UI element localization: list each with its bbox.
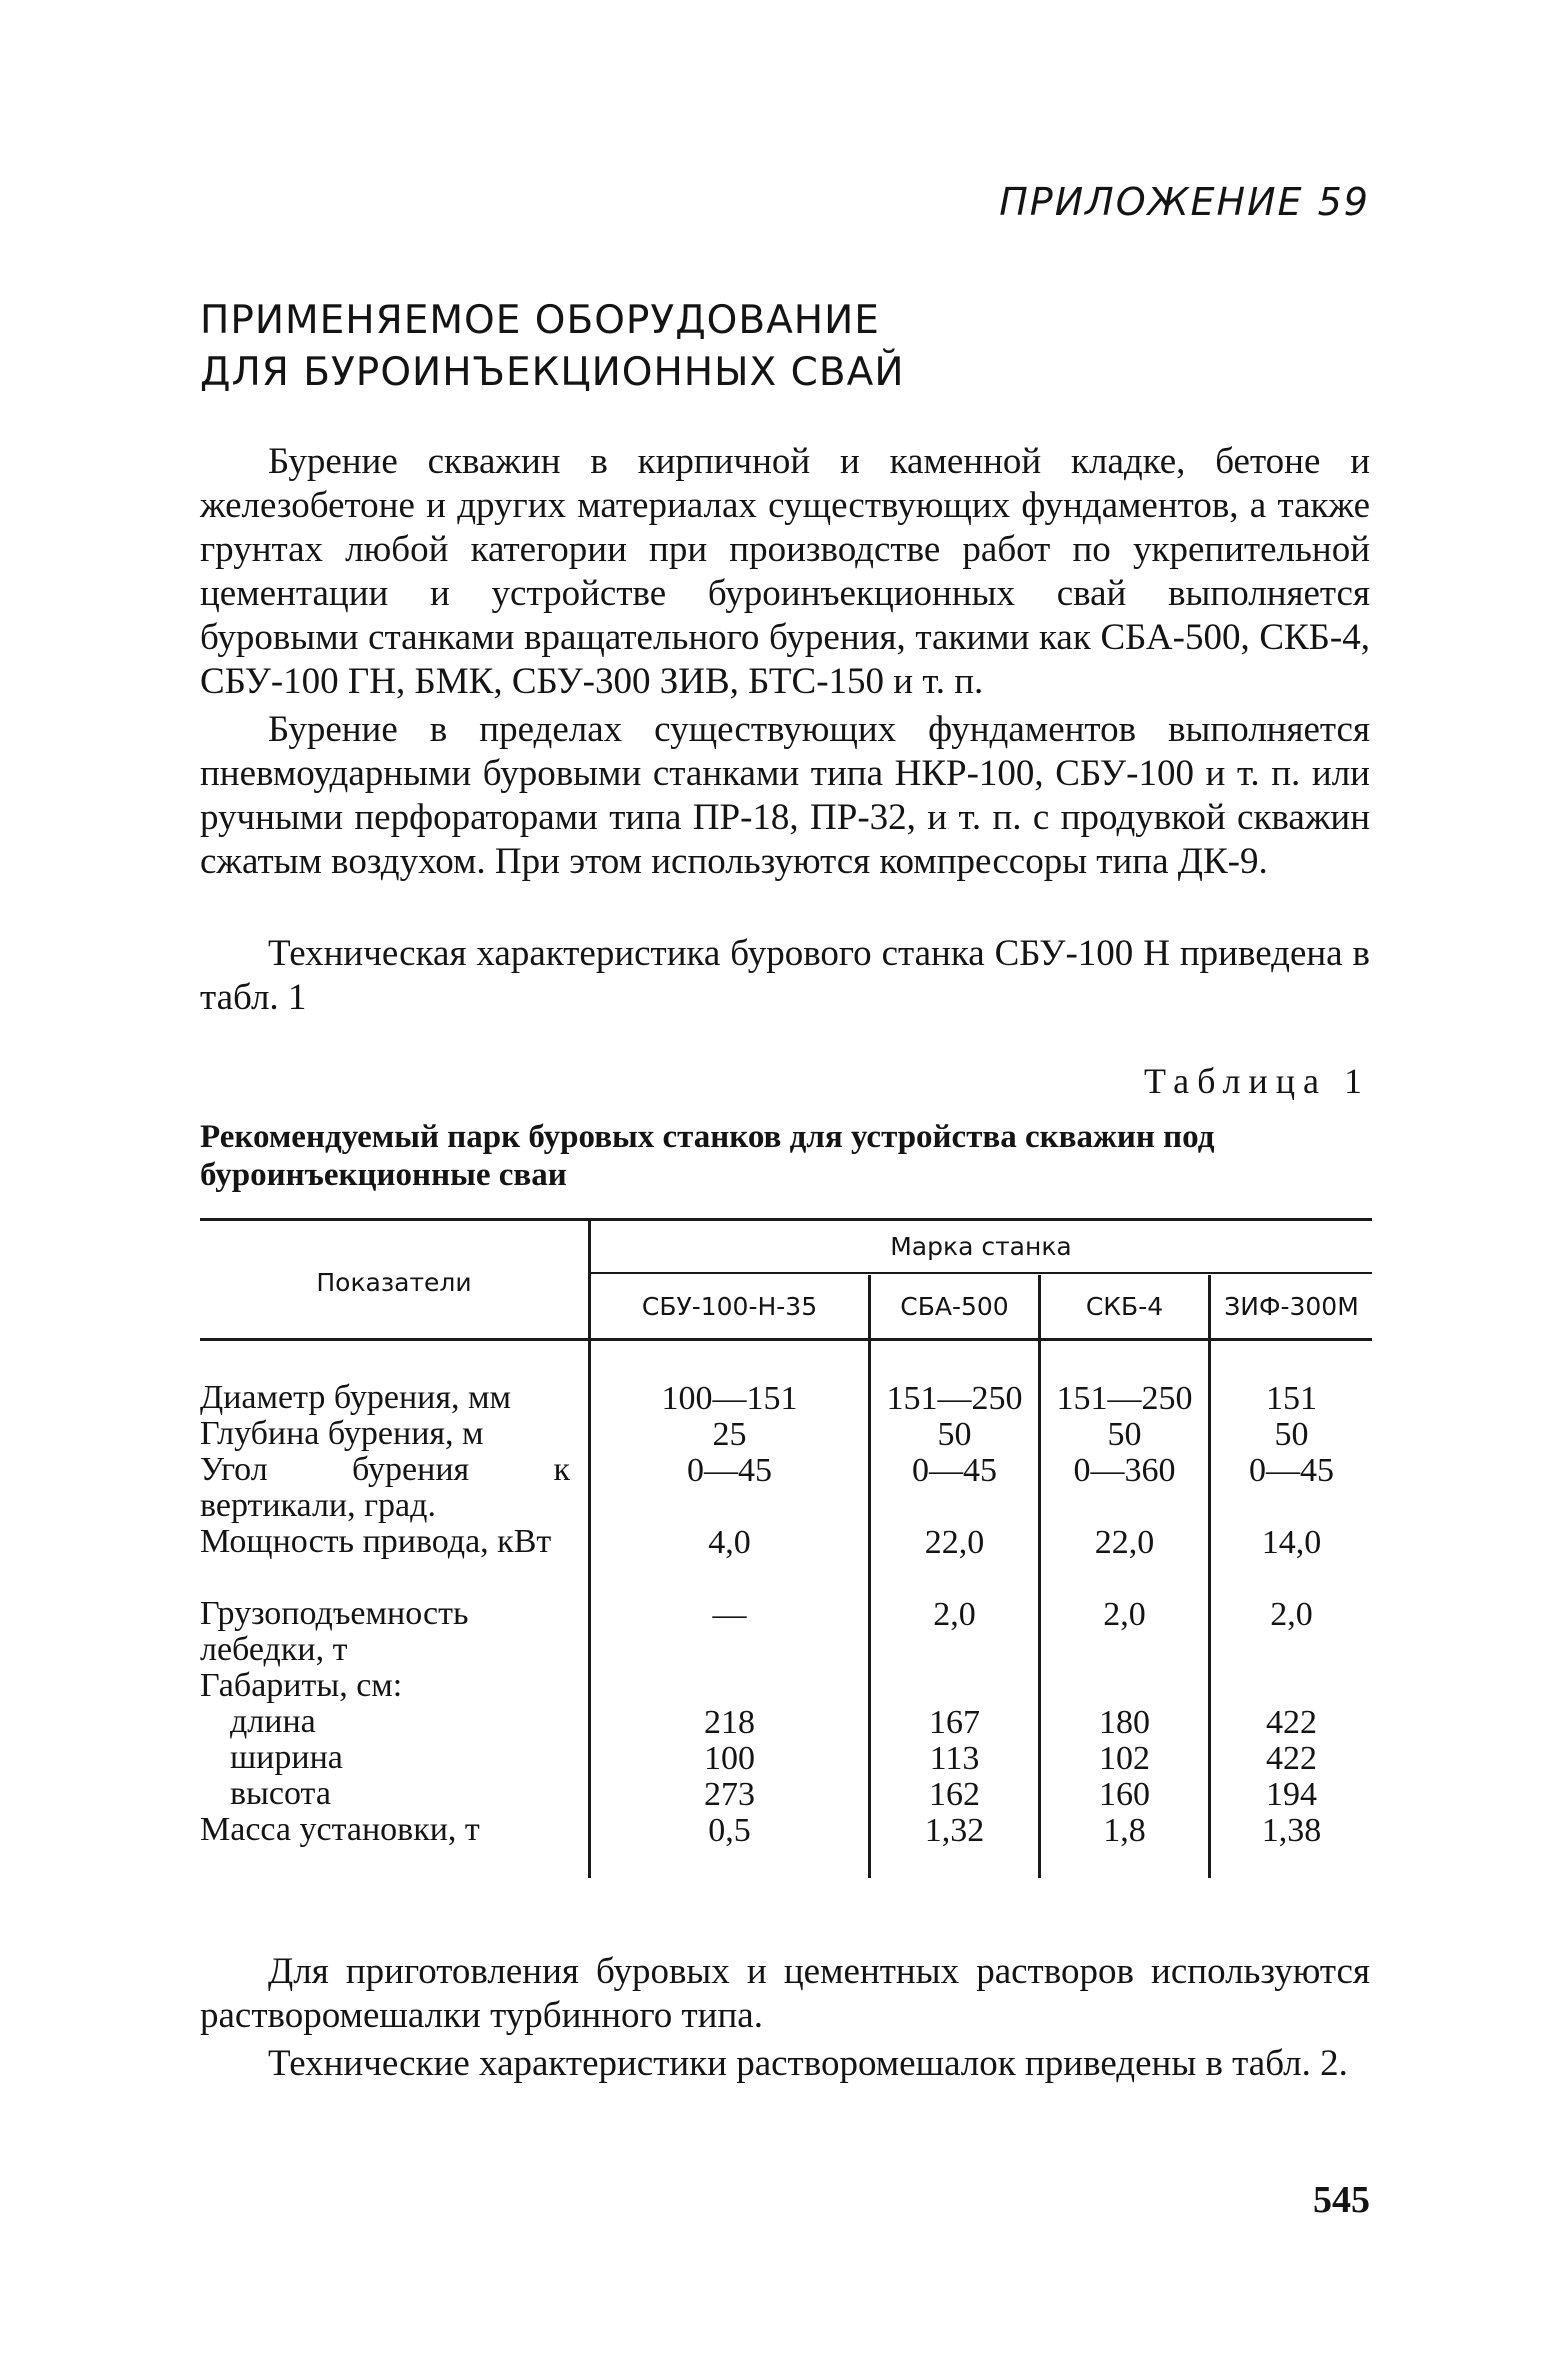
column-header-1: СБУ-100-Н-35	[641, 1292, 818, 1321]
paragraph-4-text: Для приготовления буровых и цементных растворов используются растворомешалки турбинного типа.	[200, 1951, 1370, 2036]
column-header-2: СБА-500	[900, 1292, 1009, 1321]
table-cell: 14,0	[1261, 1524, 1322, 1561]
appendix-label: ПРИЛОЖЕНИЕ 59	[999, 180, 1370, 224]
header-group: Марка станка	[890, 1232, 1072, 1261]
paragraph-2-text: Бурение в пределах существующих фундаментов выполняется пневмоударными буровыми станками типа НКР-100, СБУ-100 и т. п. или ручными перфораторами типа ПР-18, ПР-32, и т. п. с продувкой скважин сжатым воздухом. При этом используются компрессоры типа ДК-9.	[200, 709, 1370, 882]
table-cell: 151—250	[1056, 1380, 1193, 1417]
table-cell: 218	[704, 1704, 755, 1741]
table-top-rule	[200, 1218, 1372, 1221]
row-label: Габариты, см:	[200, 1667, 403, 1704]
table-cell: 151—250	[886, 1380, 1023, 1417]
paragraph-2	[200, 708, 1370, 884]
paragraph-1	[200, 440, 1370, 704]
row-label: Мощность привода, кВт	[200, 1523, 552, 1560]
table-cell: 422	[1266, 1740, 1317, 1777]
table-cell: 0—45	[912, 1452, 997, 1489]
header-param: Показатели	[316, 1268, 472, 1297]
table-cell: 4,0	[708, 1524, 751, 1561]
title-line-2: ДЛЯ БУРОИНЪЕКЦИОННЫХ СВАЙ	[200, 350, 905, 395]
column-header-4: ЗИФ-300М	[1224, 1292, 1359, 1321]
table-cell: 2,0	[933, 1596, 976, 1633]
table-cell: 167	[929, 1704, 980, 1741]
table-header-rule	[200, 1338, 1372, 1341]
table-group-rule	[590, 1272, 1372, 1274]
table-cell: 1,38	[1261, 1812, 1322, 1849]
table-cell: 0,5	[708, 1812, 751, 1849]
table-cell: 25	[712, 1416, 747, 1453]
table-cell: 1,8	[1103, 1812, 1146, 1849]
table-cell: 50	[937, 1416, 972, 1453]
table-cell: 151	[1266, 1380, 1317, 1417]
row-label: ширина	[230, 1739, 343, 1776]
table-cell: 50	[1274, 1416, 1309, 1453]
paragraph-5-text: Технические характеристики растворомешалок приведены в табл. 2.	[268, 2043, 1348, 2084]
table-cell: 2,0	[1270, 1596, 1313, 1633]
row-label: Диаметр бурения, мм	[200, 1379, 512, 1416]
page-title	[200, 295, 905, 399]
table-cell: 22,0	[924, 1524, 985, 1561]
table-number: Таблица 1	[1144, 1061, 1370, 1101]
page-number: 545	[1313, 2179, 1370, 2221]
table-cell: 1,32	[924, 1812, 985, 1849]
table-cell: 22,0	[1094, 1524, 1155, 1561]
table-cell: 0—45	[687, 1452, 772, 1489]
row-label: Угол бурения к вертикали, град.	[200, 1451, 570, 1524]
table-cell: 162	[929, 1776, 980, 1813]
row-label: высота	[230, 1775, 331, 1812]
paragraph-5	[200, 2042, 1370, 2086]
table-cell: 2,0	[1103, 1596, 1146, 1633]
table-cell: 180	[1099, 1704, 1150, 1741]
table-cell: 100	[704, 1740, 755, 1777]
row-label: Грузоподъемность лебедки, т	[200, 1595, 469, 1668]
table-cell: 273	[704, 1776, 755, 1813]
table-title: Рекомендуемый парк буровых станков для устройства скважин под буроинъекционные сваи	[200, 1119, 1215, 1193]
table-cell: 422	[1266, 1704, 1317, 1741]
table-cell: —	[712, 1596, 747, 1633]
table-cell: 50	[1107, 1416, 1142, 1453]
table-cell: 100—151	[661, 1380, 798, 1417]
table-cell: 160	[1099, 1776, 1150, 1813]
row-label: Масса установки, т	[200, 1811, 480, 1848]
table-cell: 0—360	[1073, 1452, 1176, 1489]
table-cell: 102	[1099, 1740, 1150, 1777]
row-label: Глубина бурения, м	[200, 1415, 484, 1452]
table-cell: 194	[1266, 1776, 1317, 1813]
column-header-3: СКБ-4	[1085, 1292, 1164, 1321]
paragraph-1-text: Бурение скважин в кирпичной и каменной кладке, бетоне и железобетоне и других материалах существующих фундаментов, а также грунтах любой категории при производстве работ по укрепительной цементации и устройстве буроинъекционных свай выполняется буровыми станками вращательного бурения, такими как СБА-500, СКБ-4, СБУ-100 ГН, БМК, СБУ-300 ЗИВ, БТС-150 и т. п.	[200, 441, 1370, 702]
paragraph-3	[200, 932, 1370, 1020]
row-label: длина	[230, 1703, 316, 1740]
title-line-1: ПРИМЕНЯЕМОЕ ОБОРУДОВАНИЕ	[200, 298, 880, 343]
paragraph-3-text: Техническая характеристика бурового станка СБУ-100 Н приведена в табл. 1	[200, 933, 1370, 1018]
table-cell: 0—45	[1249, 1452, 1334, 1489]
table-cell: 113	[929, 1740, 980, 1777]
paragraph-4	[200, 1950, 1370, 2038]
